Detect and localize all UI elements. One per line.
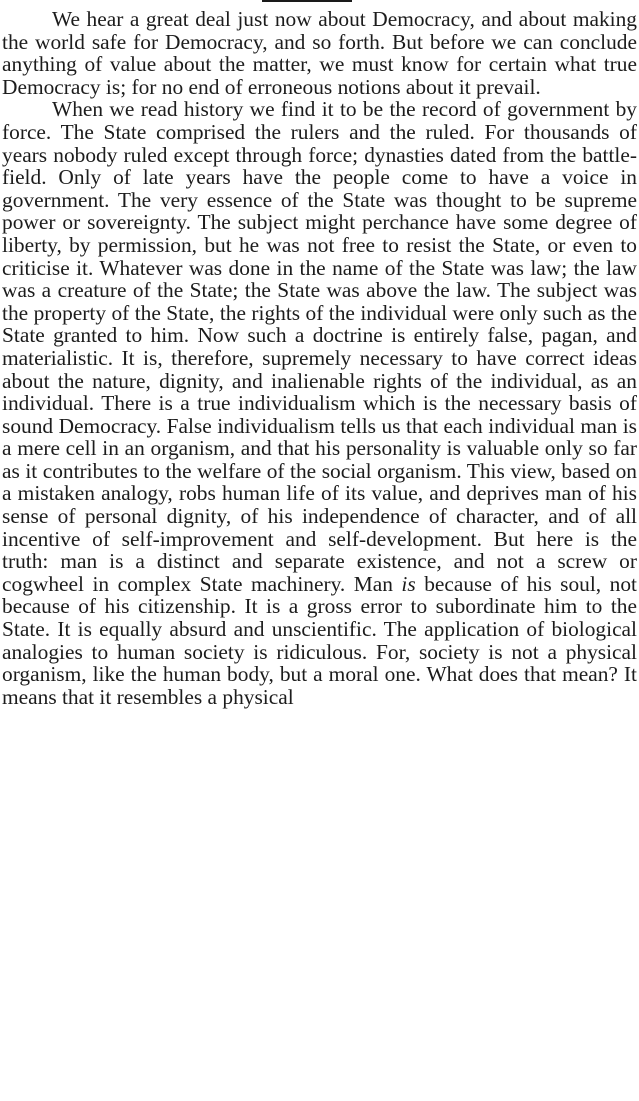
paragraph-democracy-text: We hear a great deal just now about Democracy, and about making the world safe for Democracy, and so forth. But before we can conclude anything of value about the matter, we must know for certain what true Democracy is; for no end of erroneous notions about it prevail. [2,7,637,99]
emphasis-is: is [401,571,416,596]
top-rule [262,0,352,2]
article-body [2,8,637,708]
paragraph-democracy [2,8,637,98]
paragraph-history [2,98,637,708]
paragraph-history-text-end: because of his soul, not because of his citizenship. It is a gross error to subordinate him to the State. It is equally absurd and unscientific. The application of biological analogies to human society is ridiculous. For, society is not a physical organism, like the human body, but a moral one. What does that mean? It means that it resembles a physical [2,571,637,709]
paragraph-history-text-start: When we read history we find it to be the record of government by force. The State comprised the rulers and the ruled. For thousands of years nobody ruled except through force; dynasties dated from the battlefield. Only of late years have the people come to have a voice in government. The very essence of the State was thought to be supreme power or sovereignty. The subject might perchance have some degree of liberty, by permission, but he was not free to resist the State, or even to criticise it. Whatever was done in the name of the State was law; the law was a creature of the State; the State was above the law. The subject was the property of the State, the rights of the individual were only such as the State granted to him. Now such a doctrine is entirely false, pagan, and materialistic. It is, therefore, supremely necessary to have correct ideas about the nature, dignity, and inalienable rights of the individual, as an individual. There is a true individualism which is the necessary basis of sound Democracy. False individualism tells us that each individual man is a mere cell in an organism, and that his personality is valuable only so far as it contributes to the welfare of the social organism. This view, based on a mistaken analogy, robs human life of its value, and deprives man of his sense of personal dignity, of his independence of character, and of all incentive of self-improvement and self-development. But here is the truth: man is a distinct and separate existence, and not a screw or cogwheel in complex State machinery. Man [2,97,637,596]
